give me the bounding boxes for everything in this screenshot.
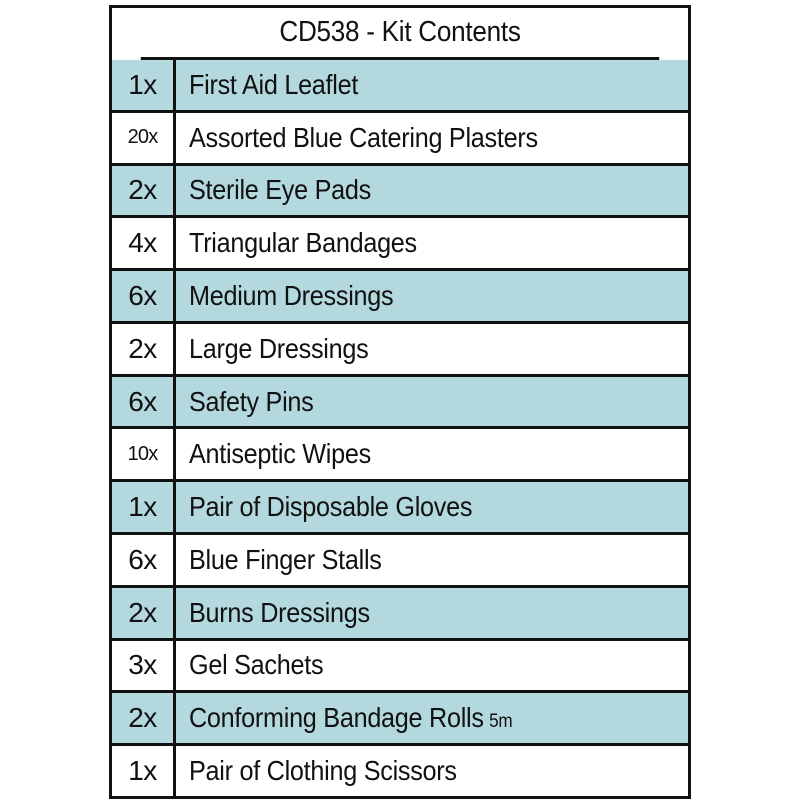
table-row	[112, 482, 688, 535]
table-row	[112, 113, 688, 166]
item-quantity: 6x	[112, 535, 176, 585]
item-name	[176, 588, 688, 638]
item-quantity: 20x	[112, 113, 176, 163]
item-name	[176, 429, 688, 479]
item-quantity: 4x	[112, 218, 176, 268]
item-name	[176, 482, 688, 532]
item-quantity: 6x	[112, 377, 176, 427]
item-label: Blue Finger Stalls	[189, 543, 382, 575]
item-name	[176, 166, 688, 216]
table-rows	[112, 60, 688, 796]
item-label: Antiseptic Wipes	[189, 438, 371, 470]
item-quantity: 1x	[112, 746, 176, 796]
table-row	[112, 535, 688, 588]
item-quantity: 2x	[112, 588, 176, 638]
item-label: Medium Dressings	[189, 280, 394, 312]
item-name	[176, 113, 688, 163]
item-name	[176, 535, 688, 585]
table-row	[112, 693, 688, 746]
item-quantity: 1x	[112, 482, 176, 532]
item-label: Pair of Disposable Gloves	[189, 491, 473, 523]
table-row	[112, 746, 688, 796]
table-row	[112, 324, 688, 377]
item-label: Safety Pins	[189, 385, 314, 417]
item-quantity: 10x	[112, 429, 176, 479]
table-row	[112, 429, 688, 482]
item-name	[176, 693, 688, 743]
item-name	[176, 377, 688, 427]
table-row	[112, 377, 688, 430]
item-label: Large Dressings	[189, 332, 369, 364]
item-name	[176, 641, 688, 691]
item-quantity: 1x	[112, 60, 176, 110]
item-name	[176, 60, 688, 110]
kit-contents-table	[109, 5, 691, 799]
item-name	[176, 218, 688, 268]
table-row	[112, 218, 688, 271]
item-quantity: 6x	[112, 271, 176, 321]
item-label: First Aid Leaflet	[189, 68, 359, 100]
table-title: CD538 - Kit Contents	[141, 8, 659, 60]
item-label: Triangular Bandages	[189, 227, 417, 259]
item-label: Sterile Eye Pads	[189, 174, 371, 206]
item-quantity: 2x	[112, 324, 176, 374]
table-row	[112, 166, 688, 219]
item-quantity: 3x	[112, 641, 176, 691]
item-quantity: 2x	[112, 166, 176, 216]
item-label: Burns Dressings	[189, 596, 370, 628]
item-suffix: 5m	[489, 711, 513, 733]
item-label: Gel Sachets	[189, 649, 324, 681]
item-label: Assorted Blue Catering Plasters	[189, 121, 538, 153]
item-label: Pair of Clothing Scissors	[189, 755, 457, 787]
item-quantity: 2x	[112, 693, 176, 743]
item-name	[176, 271, 688, 321]
item-name	[176, 746, 688, 796]
item-label: Conforming Bandage Rolls	[189, 702, 484, 734]
table-row	[112, 588, 688, 641]
table-row	[112, 641, 688, 694]
table-row	[112, 271, 688, 324]
item-name	[176, 324, 688, 374]
table-row	[112, 60, 688, 113]
